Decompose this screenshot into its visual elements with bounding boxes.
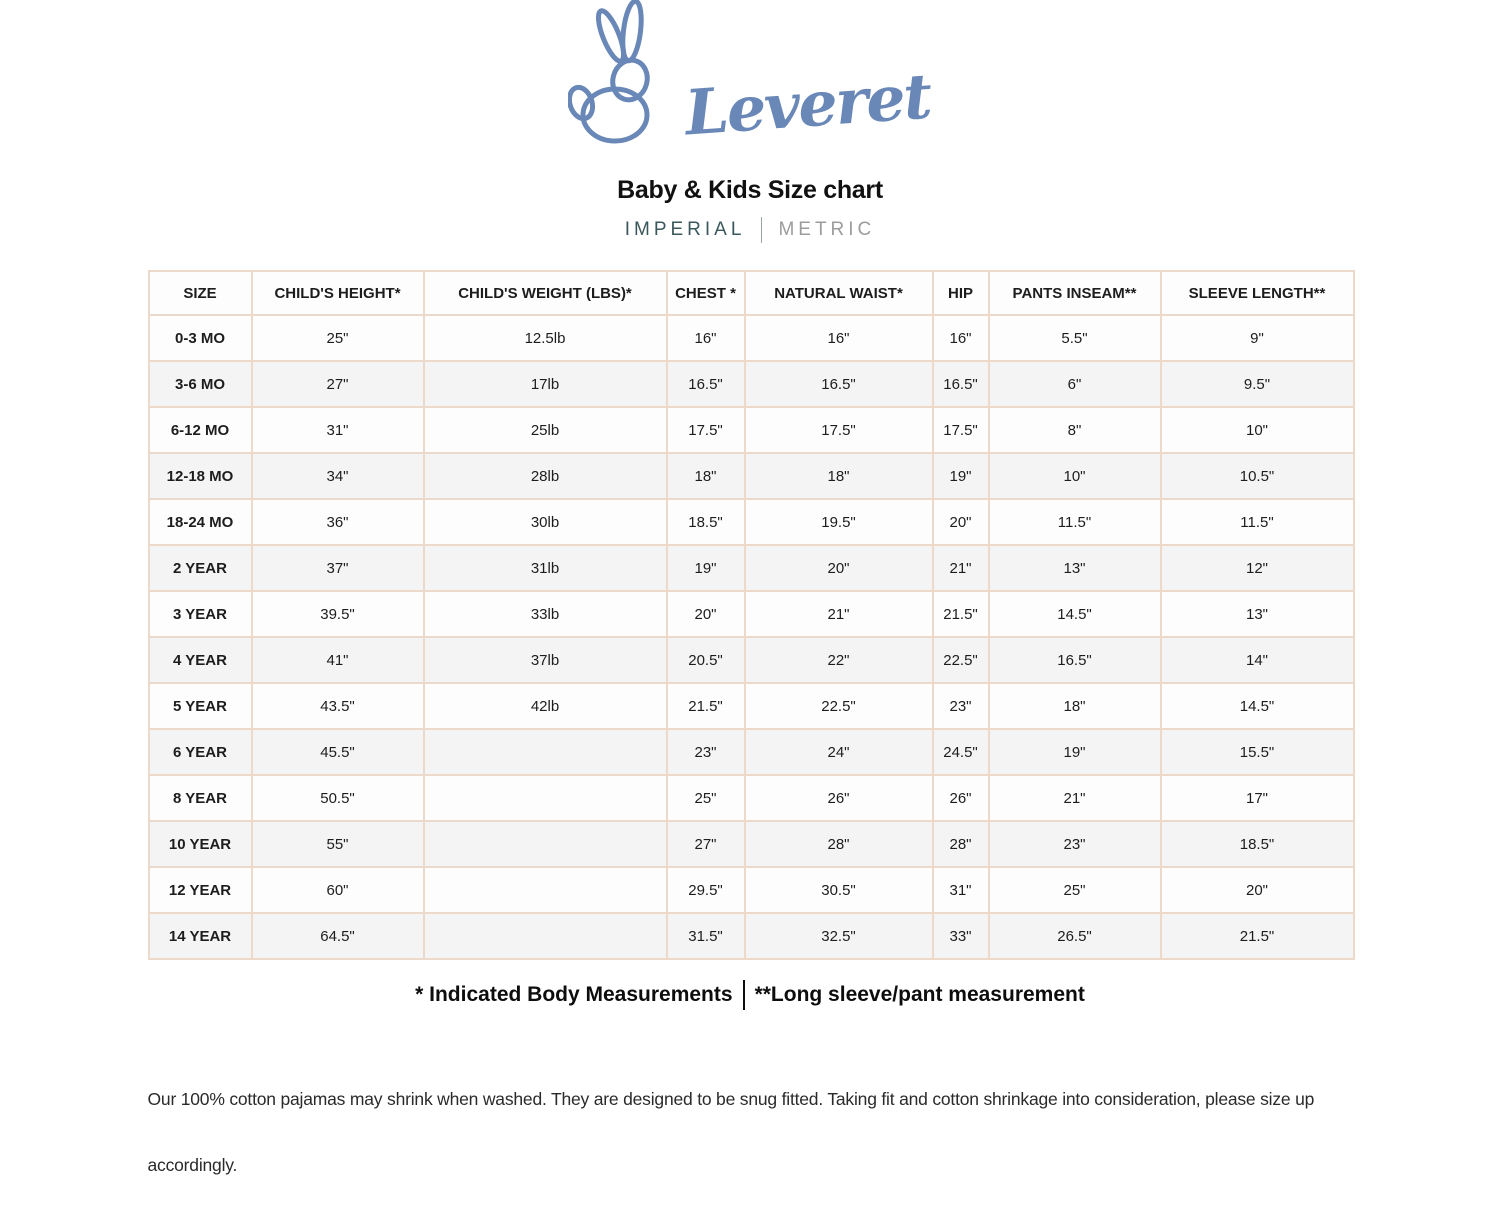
measurement-cell: 21" — [745, 591, 933, 637]
column-header: NATURAL WAIST* — [745, 271, 933, 315]
table-row — [149, 637, 1354, 683]
measurement-cell: 37" — [252, 545, 424, 591]
measurement-cell: 21.5" — [933, 591, 989, 637]
size-chart-page — [148, 0, 1353, 1198]
size-cell: 6-12 MO — [149, 407, 252, 453]
measurement-cell: 17.5" — [745, 407, 933, 453]
table-row — [149, 683, 1354, 729]
measurement-cell: 55" — [252, 821, 424, 867]
measurement-cell: 20" — [933, 499, 989, 545]
measurement-cell: 24" — [745, 729, 933, 775]
measurement-cell: 25" — [667, 775, 745, 821]
measurement-cell: 22.5" — [745, 683, 933, 729]
measurement-cell: 43.5" — [252, 683, 424, 729]
measurement-cell: 9.5" — [1161, 361, 1354, 407]
page-title: Baby & Kids Size chart — [617, 176, 883, 204]
measurement-cell: 17.5" — [667, 407, 745, 453]
measurement-cell: 5.5" — [989, 315, 1161, 361]
measurement-cell: 64.5" — [252, 913, 424, 959]
shrink-disclaimer: Our 100% cotton pajamas may shrink when washed. They are designed to be snug fitted. Taking fit and cotton shrinkage into consideration, please size up accordingly. — [147, 1089, 1315, 1175]
table-row — [149, 407, 1354, 453]
measurement-cell: 10" — [1161, 407, 1354, 453]
measurement-cell — [424, 913, 667, 959]
measurement-cell: 32.5" — [745, 913, 933, 959]
measurement-cell: 18" — [989, 683, 1161, 729]
table-row — [149, 729, 1354, 775]
measurement-cell: 16" — [933, 315, 989, 361]
column-header: CHILD'S WEIGHT (LBS)* — [424, 271, 667, 315]
footnote-sleeve-pant: **Long sleeve/pant measurement — [754, 983, 1085, 1006]
footnote-body-measurements: * Indicated Body Measurements — [415, 983, 733, 1006]
measurement-cell: 28" — [933, 821, 989, 867]
tab-imperial[interactable]: IMPERIAL — [624, 219, 746, 240]
measurement-cell: 17" — [1161, 775, 1354, 821]
measurement-cell: 19" — [667, 545, 745, 591]
measurement-cell: 30lb — [424, 499, 667, 545]
measurement-cell: 12.5lb — [424, 315, 667, 361]
measurement-cell: 25" — [989, 867, 1161, 913]
measurement-cell: 33lb — [424, 591, 667, 637]
measurement-cell: 14.5" — [1161, 683, 1354, 729]
size-table — [148, 270, 1355, 960]
measurement-cell: 11.5" — [1161, 499, 1354, 545]
size-cell: 8 YEAR — [149, 775, 252, 821]
measurement-cell: 25" — [252, 315, 424, 361]
measurement-cell: 16.5" — [933, 361, 989, 407]
table-row — [149, 361, 1354, 407]
brand-logo — [148, 0, 1353, 150]
table-row — [149, 913, 1354, 959]
measurement-cell: 8" — [989, 407, 1161, 453]
measurement-cell: 39.5" — [252, 591, 424, 637]
measurement-cell: 37lb — [424, 637, 667, 683]
table-row — [149, 867, 1354, 913]
measurement-cell: 12" — [1161, 545, 1354, 591]
bunny-logo-icon — [568, 0, 680, 150]
measurement-cell: 17.5" — [933, 407, 989, 453]
measurement-cell: 28" — [745, 821, 933, 867]
column-header: PANTS INSEAM** — [989, 271, 1161, 315]
measurement-cell: 16.5" — [745, 361, 933, 407]
table-row — [149, 499, 1354, 545]
size-cell: 12-18 MO — [149, 453, 252, 499]
size-cell: 6 YEAR — [149, 729, 252, 775]
table-row — [149, 775, 1354, 821]
measurement-cell: 25lb — [424, 407, 667, 453]
table-row — [149, 315, 1354, 361]
measurement-cell: 20" — [1161, 867, 1354, 913]
measurement-cell: 24.5" — [933, 729, 989, 775]
measurement-cell: 42lb — [424, 683, 667, 729]
measurement-cell: 13" — [989, 545, 1161, 591]
measurement-cell: 21" — [989, 775, 1161, 821]
measurement-cell: 18.5" — [667, 499, 745, 545]
measurement-cell: 16" — [667, 315, 745, 361]
measurement-cell: 10.5" — [1161, 453, 1354, 499]
measurement-cell: 20" — [745, 545, 933, 591]
measurement-cell: 41" — [252, 637, 424, 683]
size-cell: 4 YEAR — [149, 637, 252, 683]
measurement-cell: 22.5" — [933, 637, 989, 683]
measurement-cell: 16.5" — [667, 361, 745, 407]
measurement-cell: 31lb — [424, 545, 667, 591]
tab-metric[interactable]: METRIC — [778, 219, 876, 240]
measurement-cell: 26" — [745, 775, 933, 821]
measurement-cell: 14" — [1161, 637, 1354, 683]
size-cell: 14 YEAR — [149, 913, 252, 959]
measurement-cell: 27" — [667, 821, 745, 867]
column-header: CHILD'S HEIGHT* — [252, 271, 424, 315]
measurement-cell: 21" — [933, 545, 989, 591]
tab-separator — [761, 217, 762, 243]
table-row — [149, 821, 1354, 867]
measurement-cell: 14.5" — [989, 591, 1161, 637]
measurement-cell: 20" — [667, 591, 745, 637]
measurement-cell: 11.5" — [989, 499, 1161, 545]
size-cell: 5 YEAR — [149, 683, 252, 729]
measurement-cell: 21.5" — [667, 683, 745, 729]
measurement-cell — [424, 775, 667, 821]
measurement-cell: 10" — [989, 453, 1161, 499]
table-row — [149, 591, 1354, 637]
measurement-cell: 13" — [1161, 591, 1354, 637]
measurement-cell: 23" — [933, 683, 989, 729]
measurement-cell: 18.5" — [1161, 821, 1354, 867]
column-header: CHEST * — [667, 271, 745, 315]
measurement-cell: 15.5" — [1161, 729, 1354, 775]
size-cell: 18-24 MO — [149, 499, 252, 545]
column-header: HIP — [933, 271, 989, 315]
size-cell: 12 YEAR — [149, 867, 252, 913]
measurement-cell: 31" — [933, 867, 989, 913]
measurement-cell: 33" — [933, 913, 989, 959]
brand-logo-text: Leveret — [683, 59, 933, 150]
column-header: SIZE — [149, 271, 252, 315]
measurement-cell: 19" — [989, 729, 1161, 775]
measurement-cell: 18" — [667, 453, 745, 499]
measurement-cell: 26" — [933, 775, 989, 821]
measurement-cell: 45.5" — [252, 729, 424, 775]
measurement-cell: 36" — [252, 499, 424, 545]
measurement-cell: 21.5" — [1161, 913, 1354, 959]
measurement-cell: 16.5" — [989, 637, 1161, 683]
measurement-cell: 23" — [989, 821, 1161, 867]
measurement-cell: 28lb — [424, 453, 667, 499]
measurement-cell: 30.5" — [745, 867, 933, 913]
measurement-cell: 34" — [252, 453, 424, 499]
measurement-cell: 29.5" — [667, 867, 745, 913]
measurement-cell: 19" — [933, 453, 989, 499]
table-header-row — [149, 271, 1354, 315]
measurement-cell — [424, 867, 667, 913]
unit-tabs — [148, 217, 1353, 243]
size-cell: 3 YEAR — [149, 591, 252, 637]
measurement-cell: 50.5" — [252, 775, 424, 821]
size-table-body — [149, 315, 1354, 959]
measurement-cell: 20.5" — [667, 637, 745, 683]
size-cell: 10 YEAR — [149, 821, 252, 867]
measurement-cell: 19.5" — [745, 499, 933, 545]
measurement-footnote — [148, 980, 1353, 1010]
measurement-cell: 22" — [745, 637, 933, 683]
measurement-cell: 18" — [745, 453, 933, 499]
measurement-cell: 6" — [989, 361, 1161, 407]
measurement-cell — [424, 821, 667, 867]
size-cell: 3-6 MO — [149, 361, 252, 407]
measurement-cell: 31" — [252, 407, 424, 453]
column-header: SLEEVE LENGTH** — [1161, 271, 1354, 315]
table-row — [149, 545, 1354, 591]
measurement-cell: 60" — [252, 867, 424, 913]
measurement-cell — [424, 729, 667, 775]
measurement-cell: 9" — [1161, 315, 1354, 361]
table-row — [149, 453, 1354, 499]
measurement-cell: 23" — [667, 729, 745, 775]
size-cell: 0-3 MO — [149, 315, 252, 361]
measurement-cell: 16" — [745, 315, 933, 361]
measurement-cell: 27" — [252, 361, 424, 407]
measurement-cell: 17lb — [424, 361, 667, 407]
footnote-separator-bar — [743, 980, 745, 1010]
size-cell: 2 YEAR — [149, 545, 252, 591]
measurement-cell: 31.5" — [667, 913, 745, 959]
measurement-cell: 26.5" — [989, 913, 1161, 959]
